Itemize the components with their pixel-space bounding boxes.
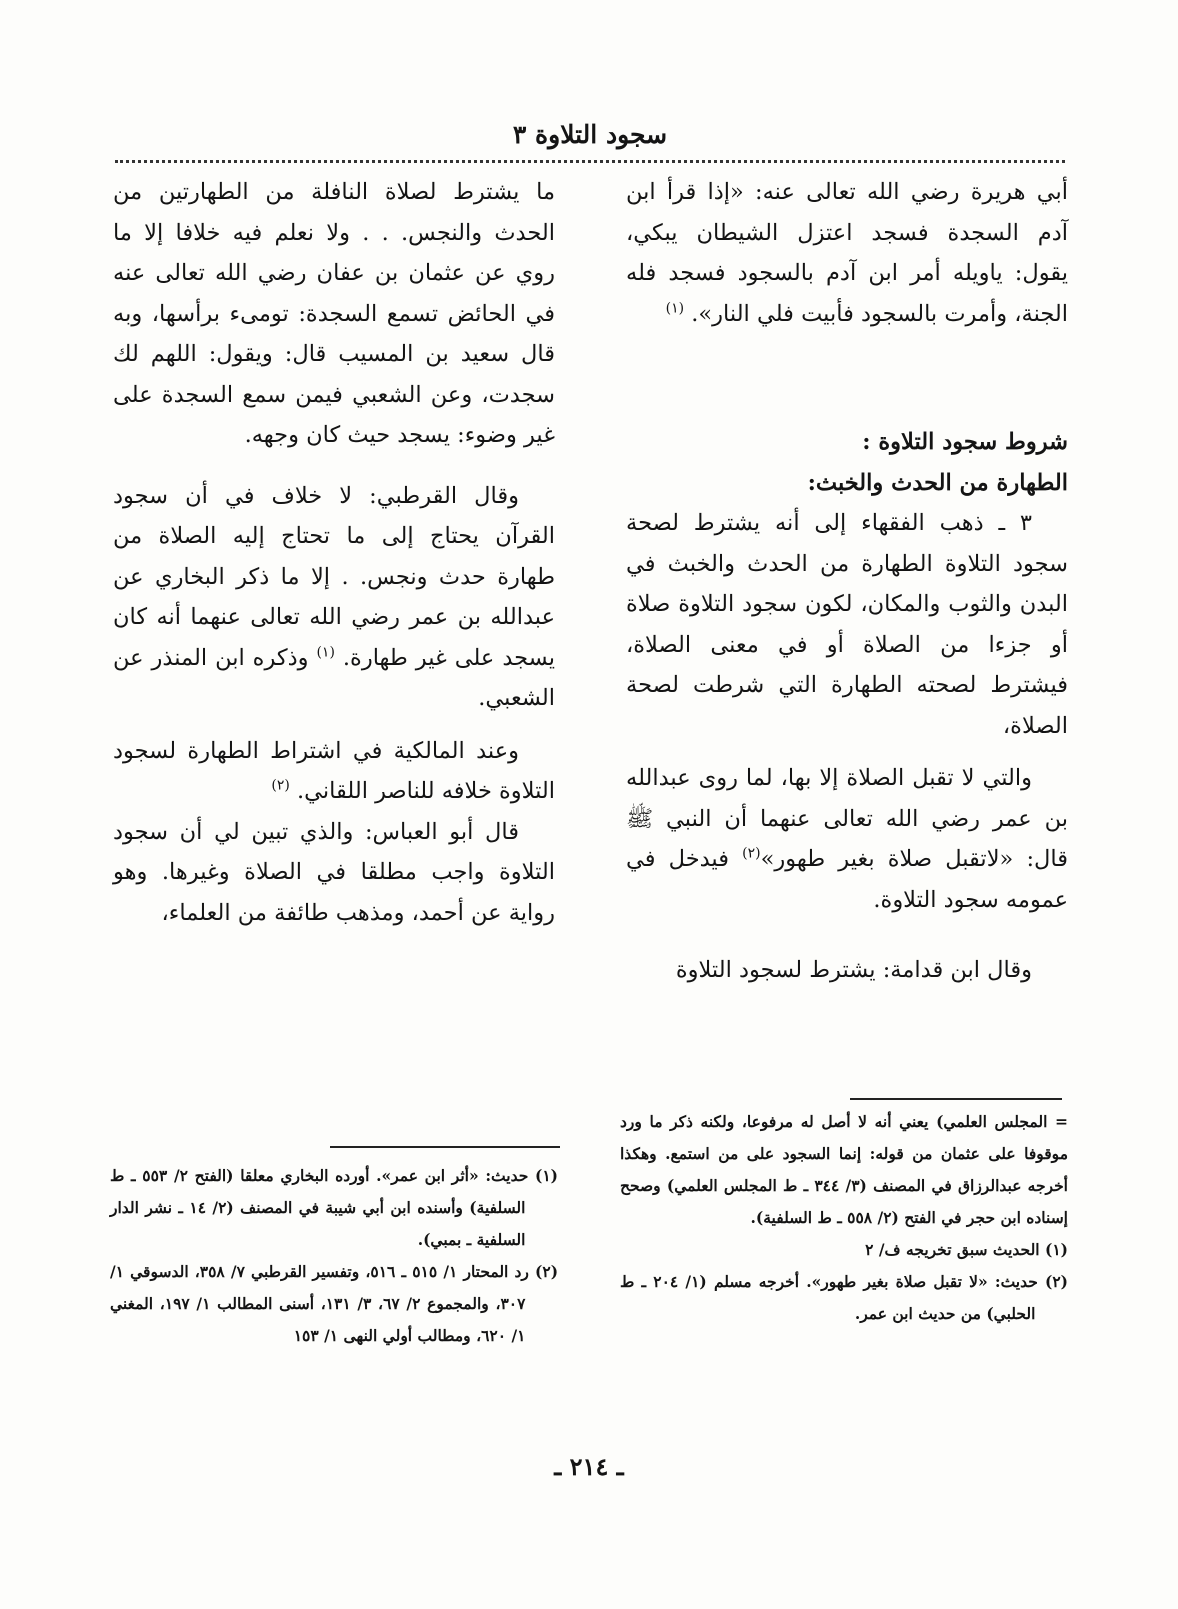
footnote-ref: (١) [665,300,685,316]
footnote-continuation: = المجلس العلمي) يعني أنه لا أصل له مرفوعا، ولكنه ذكر ما ورد موقوفا على عثمان من قوله: إنما السجود على من استمع. وهكذا أخرجه عبدالرزاق في المصنف (٣/ ٣٤٤ ـ ط المجلس العلمي) وصحح إسناده ابن حجر في الفتح (٢/ ٥٥٨ ـ ط السلفية). [620,1112,1068,1227]
page-number: ـ ٢١٤ ـ [554,1452,624,1481]
footnote-1: (١) حديث: «أثر ابن عمر». أورده البخاري معلقا (الفتح ٢/ ٥٥٣ ـ ط السلفية) وأسنده ابن أبي شيبة في المصنف (٢/ ١٤ ـ نشر الدار السلفية ـ بمبي). [110,1166,558,1249]
spacer [626,920,1068,950]
section-heading: شروط سجود التلاوة : [862,429,1068,455]
right-paragraph-1-text: أبي هريرة رضي الله تعالى عنه: «إذا قرأ ابن آدم السجدة فسجد اعتزل الشيطان يبكي، يقول: ياويله أمر ابن آدم بالسجود فسجد فله الجنة، وأمرت بالسجود فأبيت فلي النار». [626,179,1068,327]
right-paragraph-3-tail: فيدخل في عمومه سجود التلاوة. [626,846,1068,913]
right-paragraph-3-text: والتي لا تقبل الصلاة إلا بها، لما روى عبدالله بن عمر رضي الله تعالى عنهما أن النبي ﷺ قال: «لاتقبل صلاة بغير طهور» [626,765,1068,872]
spacer [626,334,1068,422]
footnote-ref: (١) [316,644,335,660]
right-footnote-rule [850,1098,1062,1100]
left-column [113,172,555,933]
right-paragraph-2: ٣ ـ ذهب الفقهاء إلى أنه يشترط لصحة سجود التلاوة الطهارة من الحدث والخبث في البدن والثوب والمكان، لكون سجود التلاوة صلاة أو جزءا من الصلاة أو في معنى الصلاة، فيشترط لصحته الطهارة التي شرطت لصحة الصلاة، [626,510,1068,739]
left-paragraph-3-text: وعند المالكية في اشتراط الطهارة لسجود التلاوة خلافه للناصر اللقاني. [113,737,555,804]
footnote-2: (٢) حديث: «لا تقبل صلاة بغير طهور». أخرجه مسلم (١/ ٢٠٤ ـ ط الحلبي) من حديث ابن عمر. [620,1272,1069,1323]
subsection-heading: الطهارة من الحدث والخبث: [807,469,1068,496]
spacer [113,456,555,476]
footnote-ref: (٢) [742,845,761,862]
footnote-2: (٢) رد المحتار ١/ ٥١٥ ـ ٥١٦، وتفسير القرطبي ٧/ ٣٥٨، الدسوقي ١/ ٣٠٧، والمجموع ٢/ ٦٧، ٣/ ١٣١، أسنى المطالب ١/ ١٩٧، المغني ١/ ٦٢٠، ومطالب أولي النهى ١/ ١٥٣ [110,1262,559,1345]
left-footnotes [110,1160,558,1352]
footnote-ref: (٢) [271,777,290,794]
right-paragraph-1 [626,172,1068,334]
right-paragraph-3 [626,758,1068,920]
left-paragraph-2 [113,476,555,719]
left-footnote-rule [330,1146,560,1148]
left-paragraph-2-text: وقال القرطبي: لا خلاف في أن سجود القرآن يحتاج إلى ما تحتاج إليه الصلاة من طهارة حدث ونجس. . إلا ما ذكر البخاري عن عبدالله بن عمر رضي الله تعالى عنهما أنه كان يسجد على غير طهارة. [113,482,555,671]
running-header: سجود التلاوة ٣ [512,120,668,149]
right-footnotes [620,1106,1068,1330]
footnote-1: (١) الحديث سبق تخريجه ف/ ٢ [865,1240,1068,1259]
right-paragraph-4: وقال ابن قدامة: يشترط لسجود التلاوة [675,957,1032,983]
left-paragraph-4: قال أبو العباس: والذي تبين لي أن سجود التلاوة واجب مطلقا في الصلاة وغيرها. وهو رواية عن أحمد، ومذهب طائفة من العلماء، [113,818,555,926]
spacer [113,719,555,731]
right-column [626,172,1068,991]
header-dotted-rule [115,160,1065,163]
left-paragraph-3 [113,731,555,812]
left-paragraph-1: ما يشترط لصلاة النافلة من الطهارتين من الحدث والنجس. . . ولا نعلم فيه خلافا إلا ما روي عن عثمان بن عفان رضي الله تعالى عنه في الحائض تسمع السجدة: تومىء برأسها، وبه قال سعيد بن المسيب قال: ويقول: اللهم لك سجدت، وعن الشعبي فيمن سمع السجدة على غير وضوء: يسجد حيث كان وجهه. [113,179,555,448]
spacer [626,746,1068,758]
left-paragraph-2-tail: وذكره ابن المنذر عن الشعبي. [113,644,555,711]
